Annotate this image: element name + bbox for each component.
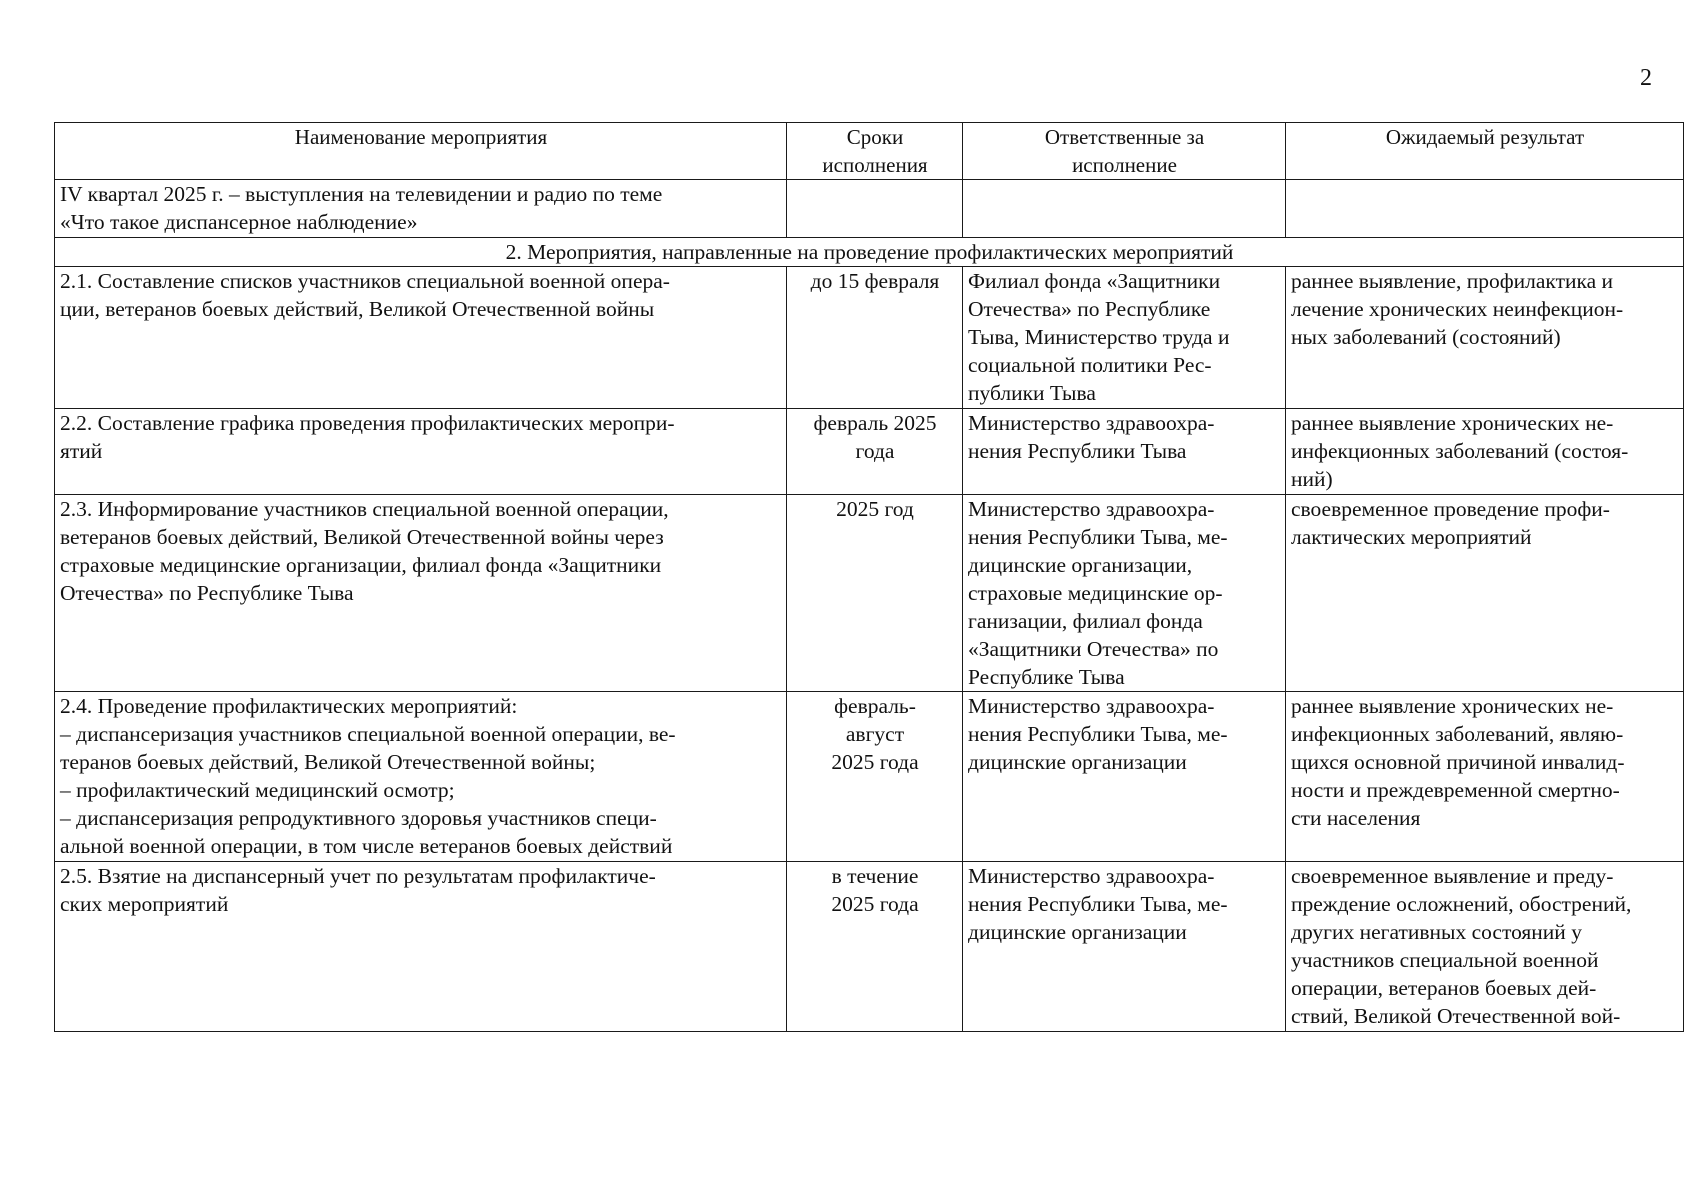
row-name-cell: 2.1. Составление списков участников специальной военной опера- ции, ветеранов боевых действий, Великой Отечественной войны (55, 267, 787, 409)
row-responsible-cell: Министерство здравоохра- нения Республики Тыва, ме- дицинские организации (963, 692, 1286, 862)
row-result-cell: раннее выявление хронических не- инфекционных заболеваний (состоя- ний) (1286, 409, 1684, 495)
table-row-intro (55, 180, 1684, 238)
row-name-cell: 2.2. Составление графика проведения профилактических меропри- ятий (55, 409, 787, 495)
section-title: 2. Мероприятия, направленные на проведение профилактических мероприятий (55, 238, 1684, 267)
row-deadline-cell: до 15 февраля (787, 267, 963, 409)
row-responsible-cell: Министерство здравоохра- нения Республики Тыва (963, 409, 1286, 495)
intro-result-cell (1286, 180, 1684, 238)
intro-responsible-cell (963, 180, 1286, 238)
table-row (55, 692, 1684, 862)
header-result: Ожидаемый результат (1286, 123, 1684, 180)
row-result-cell: своевременное проведение профи- лактических мероприятий (1286, 495, 1684, 692)
row-name-cell: 2.5. Взятие на диспансерный учет по результатам профилактиче- ских мероприятий (55, 862, 787, 1032)
row-deadline-cell: февраль- август 2025 года (787, 692, 963, 862)
row-name-cell: 2.4. Проведение профилактических мероприятий: – диспансеризация участников специальной военной операции, ве- теранов боевых действий, Великой Отечественной войны; – профилактический медицинский осмотр; – диспансеризация репродуктивного здоровья участников специ- альной военной операции, в том числе ветеранов боевых действий (55, 692, 787, 862)
row-responsible-cell: Филиал фонда «Защитники Отечества» по Республике Тыва, Министерство труда и социальной политики Рес- публики Тыва (963, 267, 1286, 409)
section-title-row (55, 238, 1684, 267)
header-row (55, 123, 1684, 180)
row-responsible-cell: Министерство здравоохра- нения Республики Тыва, ме- дицинские организации (963, 862, 1286, 1032)
page-number: 2 (1640, 65, 1652, 91)
row-name-cell: 2.3. Информирование участников специальной военной операции, ветеранов боевых действий, Великой Отечественной войны через страховые медицинские организации, филиал фонда «Защитники Отечества» по Республике Тыва (55, 495, 787, 692)
header-responsible: Ответственные за исполнение (963, 123, 1286, 180)
table-row (55, 495, 1684, 692)
header-name: Наименование мероприятия (55, 123, 787, 180)
table-row (55, 862, 1684, 1032)
row-deadline-cell: 2025 год (787, 495, 963, 692)
header-deadline: Сроки исполнения (787, 123, 963, 180)
row-deadline-cell: февраль 2025 года (787, 409, 963, 495)
row-result-cell: раннее выявление, профилактика и лечение хронических неинфекцион- ных заболеваний (состояний) (1286, 267, 1684, 409)
row-result-cell: раннее выявление хронических не- инфекционных заболеваний, являю- щихся основной причиной инвалид- ности и преждевременной смертно- сти населения (1286, 692, 1684, 862)
row-result-cell: своевременное выявление и преду- преждение осложнений, обострений, других негативных состояний у участников специальной военной операции, ветеранов боевых дей- ствий, Великой Отечественной вой- (1286, 862, 1684, 1032)
intro-name-cell: IV квартал 2025 г. – выступления на телевидении и радио по теме «Что такое диспансерное наблюдение» (55, 180, 787, 238)
intro-deadline-cell (787, 180, 963, 238)
row-responsible-cell: Министерство здравоохра- нения Республики Тыва, ме- дицинские организации, страховые медицинские ор- ганизации, филиал фонда «Защитники Отечества» по Республике Тыва (963, 495, 1286, 692)
table-row (55, 409, 1684, 495)
table-row (55, 267, 1684, 409)
row-deadline-cell: в течение 2025 года (787, 862, 963, 1032)
measures-table (54, 122, 1684, 1032)
